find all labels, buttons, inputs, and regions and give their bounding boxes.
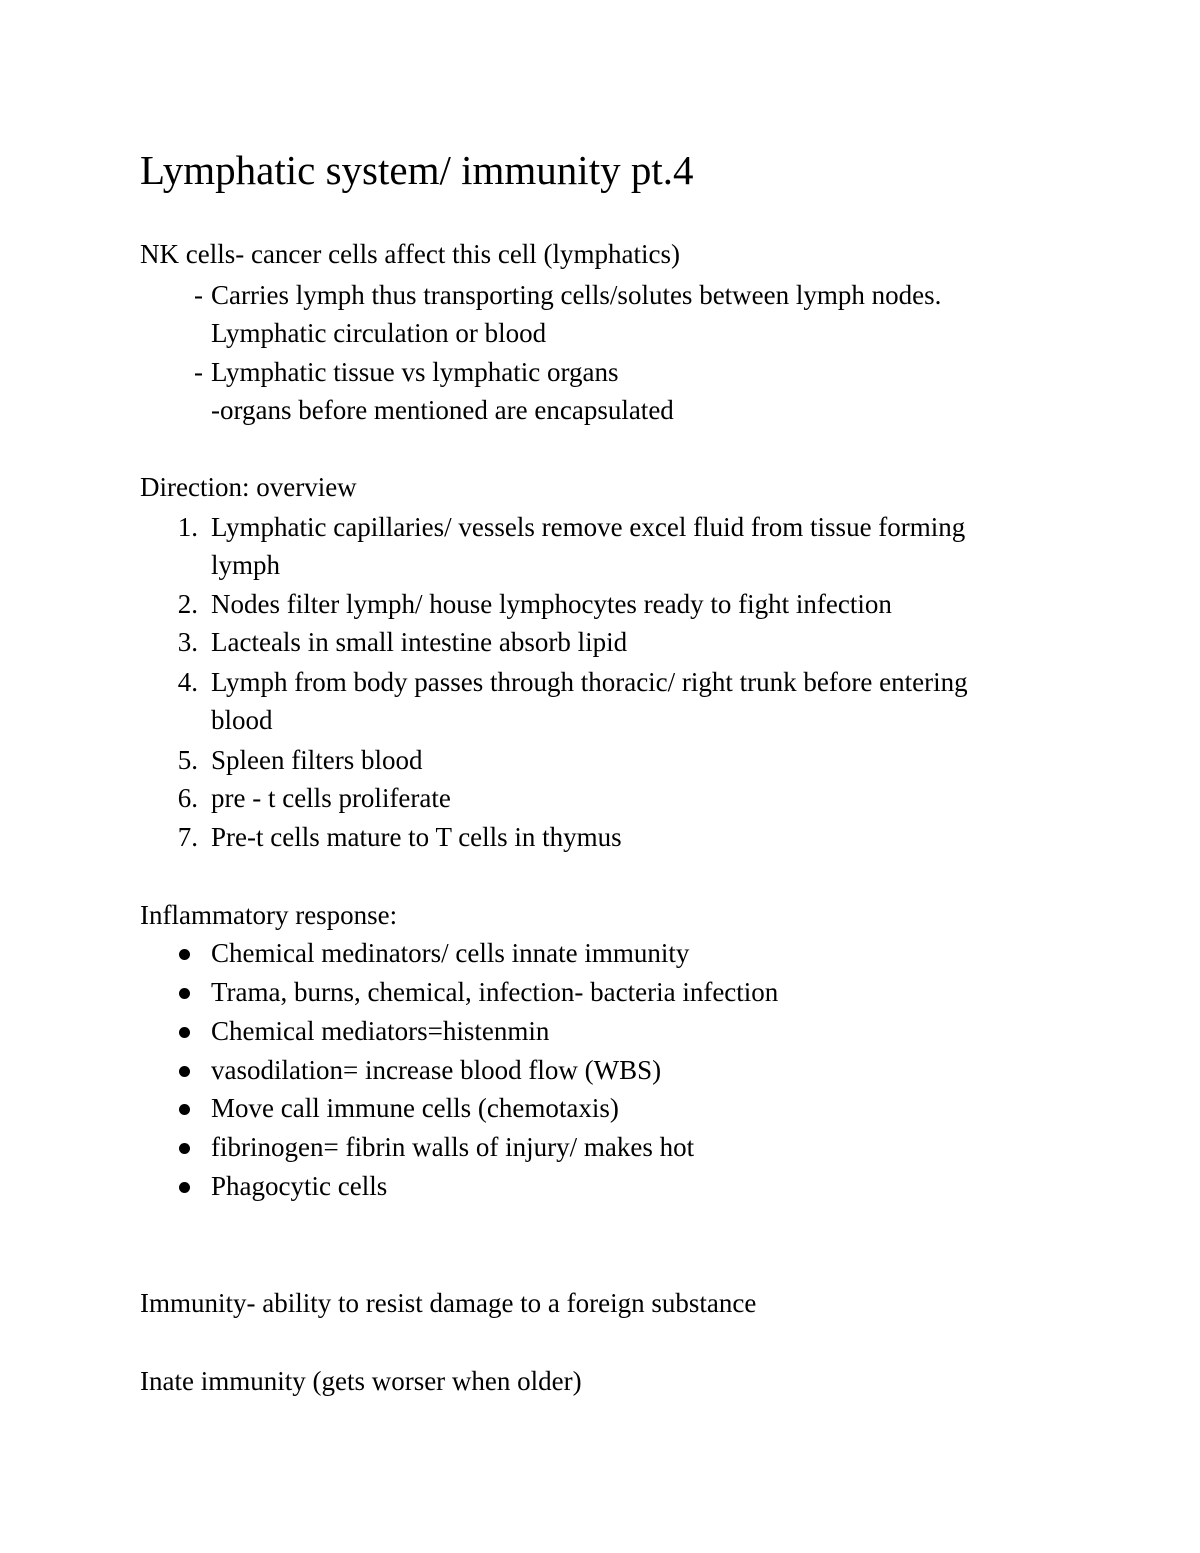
direction-item-5: Spleen filters blood (211, 745, 423, 775)
direction-item-3: Lacteals in small intestine absorb lipid (211, 627, 628, 657)
direction-heading: Direction: overview (140, 472, 357, 502)
page-title: Lymphatic system/ immunity pt.4 (140, 147, 694, 193)
inflammatory-item-6: fibrinogen= fibrin walls of injury/ makes hot (211, 1132, 695, 1162)
bullet-icon (179, 1027, 190, 1038)
inflammatory-item-1: Chemical medinators/ cells innate immunity (211, 938, 690, 968)
bullet-icon (179, 1143, 190, 1154)
bullet-icon (179, 1066, 190, 1077)
list-number: 5. (177, 745, 198, 775)
direction-item-6: pre - t cells proliferate (211, 783, 451, 813)
bullet-icon (179, 1182, 190, 1193)
direction-item-4-line-2: blood (211, 705, 273, 735)
inflammatory-item-2: Trama, burns, chemical, infection- bacteria infection (211, 977, 779, 1007)
nk-item-1-line-2: Lymphatic circulation or blood (211, 318, 547, 348)
direction-item-2: Nodes filter lymph/ house lymphocytes ready to fight infection (211, 589, 892, 619)
list-number: 1. (177, 512, 198, 542)
immunity-definition: Immunity- ability to resist damage to a foreign substance (140, 1288, 757, 1318)
nk-item-2-line-1: Lymphatic tissue vs lymphatic organs (211, 357, 619, 387)
innate-immunity-line: Inate immunity (gets worser when older) (140, 1366, 582, 1396)
inflammatory-item-5: Move call immune cells (chemotaxis) (211, 1093, 619, 1123)
nk-heading: NK cells- cancer cells affect this cell (lymphatics) (140, 239, 681, 269)
nk-item-1-line-1: Carries lymph thus transporting cells/solutes between lymph nodes. (211, 280, 942, 310)
direction-item-1-line-2: lymph (211, 550, 281, 580)
nk-item-2-line-2: -organs before mentioned are encapsulated (211, 395, 674, 425)
list-number: 7. (177, 822, 198, 852)
bullet-icon (179, 1104, 190, 1115)
list-number: 2. (177, 589, 198, 619)
direction-item-4-line-1: Lymph from body passes through thoracic/ right trunk before entering (211, 667, 968, 697)
direction-item-1-line-1: Lymphatic capillaries/ vessels remove excel fluid from tissue forming (211, 512, 966, 542)
bullet-icon (179, 988, 190, 999)
inflammatory-item-4: vasodilation= increase blood flow (WBS) (211, 1055, 662, 1085)
list-number: 6. (177, 783, 198, 813)
list-number: 4. (177, 667, 198, 697)
inflammatory-item-3: Chemical mediators=histenmin (211, 1016, 550, 1046)
bullet-icon (179, 949, 190, 960)
direction-item-7: Pre-t cells mature to T cells in thymus (211, 822, 622, 852)
inflammatory-item-7: Phagocytic cells (211, 1171, 388, 1201)
list-number: 3. (177, 627, 198, 657)
dash-marker: - (194, 357, 203, 387)
dash-marker: - (194, 280, 203, 310)
inflammatory-heading: Inflammatory response: (140, 900, 398, 930)
